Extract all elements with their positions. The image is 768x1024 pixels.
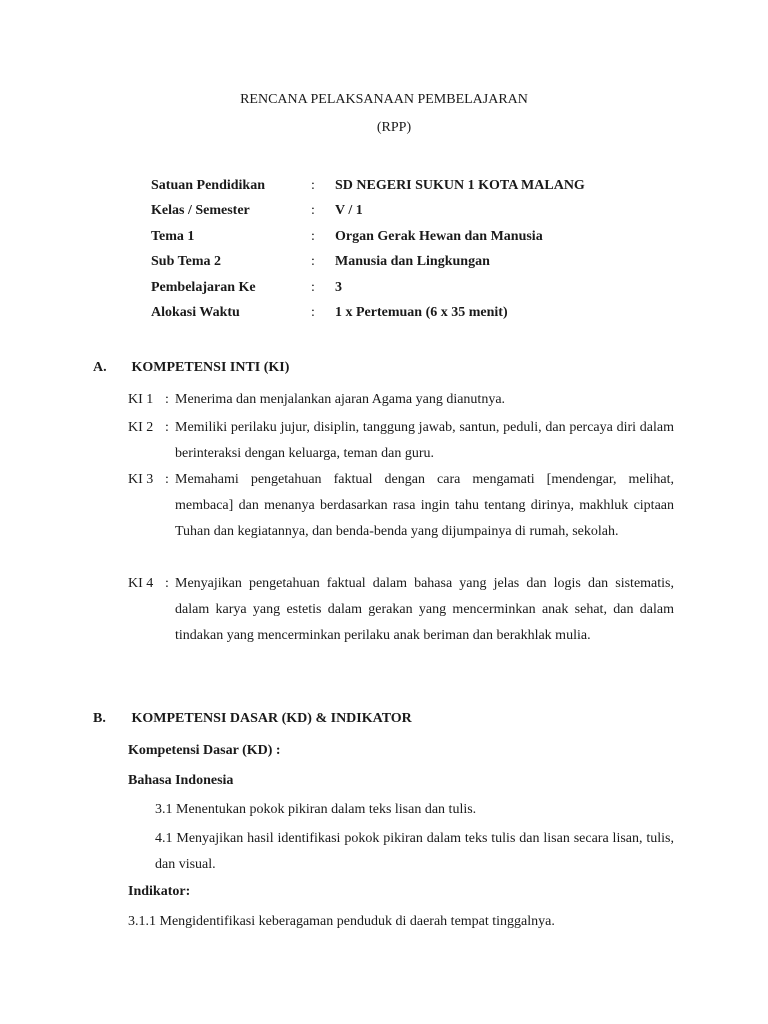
ki-text: Memiliki perilaku jujur, disiplin, tanggung jawab, santun, peduli, dan percaya diri dalam berinteraksi dengan keluarga, teman dan guru. [175,420,674,461]
kd-text: 4.1 Menyajikan hasil identifikasi pokok pikiran dalam teks tulis dan lisan secara lisan, tulis, dan visual. [155,831,674,872]
kd-item [128,797,674,823]
identity-colon: : [311,203,315,219]
subject-heading: Bahasa Indonesia [128,773,234,788]
section-title: KOMPETENSI DASAR (KD) & INDIKATOR [131,711,412,726]
identity-row [151,228,585,253]
ki-text: Memahami pengetahuan faktual dengan cara mengamati [mendengar, melihat, membaca] dan menanya berdasarkan rasa ingin tahu tentang dirinya, makhluk ciptaan Tuhan dan kegiatannya, dan benda-benda yang dijumpainya di rumah, sekolah. [175,472,674,539]
ki-colon: : [165,472,169,487]
identity-value: Manusia dan Lingkungan [335,254,490,270]
section-b-heading [93,711,412,727]
identity-row [151,304,585,329]
ki-item [128,467,674,545]
identity-label: Satuan Pendidikan [151,178,265,193]
identity-table [151,177,585,329]
identity-colon: : [311,254,315,270]
identity-value: SD NEGERI SUKUN 1 KOTA MALANG [335,178,585,193]
section-number: B. [93,711,106,726]
ki-item [128,571,674,649]
identity-value: 3 [335,279,342,295]
document-title: RENCANA PELAKSANAAN PEMBELAJARAN [240,92,528,107]
identity-label: Tema 1 [151,228,195,244]
document-subtitle: (RPP) [376,120,412,135]
identity-label: Pembelajaran Ke [151,279,256,295]
ki-label: KI 3 [128,472,154,487]
identity-row [151,253,585,278]
ki-item [128,387,674,413]
identity-colon: : [311,178,315,193]
ki-colon: : [165,392,169,407]
identity-value: V / 1 [335,203,363,219]
ki-label: KI 4 [128,576,154,591]
section-number: A. [93,360,107,375]
ki-colon: : [165,420,169,435]
identity-label: Alokasi Waktu [151,304,240,320]
identity-label: Sub Tema 2 [151,254,222,270]
section-title: KOMPETENSI INTI (KI) [131,360,290,375]
identity-colon: : [311,279,315,295]
ki-colon: : [165,576,169,591]
identity-label: Kelas / Semester [151,203,250,219]
kd-heading: Kompetensi Dasar (KD) : [128,743,281,758]
identity-colon: : [311,228,315,244]
indikator-heading: Indikator: [128,884,191,899]
kd-item [128,826,674,878]
ki-label: KI 2 [128,420,154,435]
indikator-item [128,909,674,935]
identity-value: 1 x Pertemuan (6 x 35 menit) [335,304,508,320]
ki-text: Menerima dan menjalankan ajaran Agama yang dianutnya. [175,392,506,407]
identity-row [151,202,585,227]
ki-label: KI 1 [128,392,154,407]
section-a-heading [93,360,289,376]
ki-text: Menyajikan pengetahuan faktual dalam bahasa yang jelas dan logis dan sistematis, dalam karya yang estetis dalam gerakan yang mencerminkan anak sehat, dan dalam tindakan yang mencerminkan perilaku anak beriman dan berakhlak mulia. [175,576,674,643]
indikator-text: 3.1.1 Mengidentifikasi keberagaman penduduk di daerah tempat tinggalnya. [128,914,555,929]
identity-colon: : [311,304,315,320]
ki-item [128,415,674,467]
identity-row [151,279,585,304]
identity-row [151,177,585,202]
identity-value: Organ Gerak Hewan dan Manusia [335,228,543,244]
kd-text: 3.1 Menentukan pokok pikiran dalam teks lisan dan tulis. [155,802,477,817]
